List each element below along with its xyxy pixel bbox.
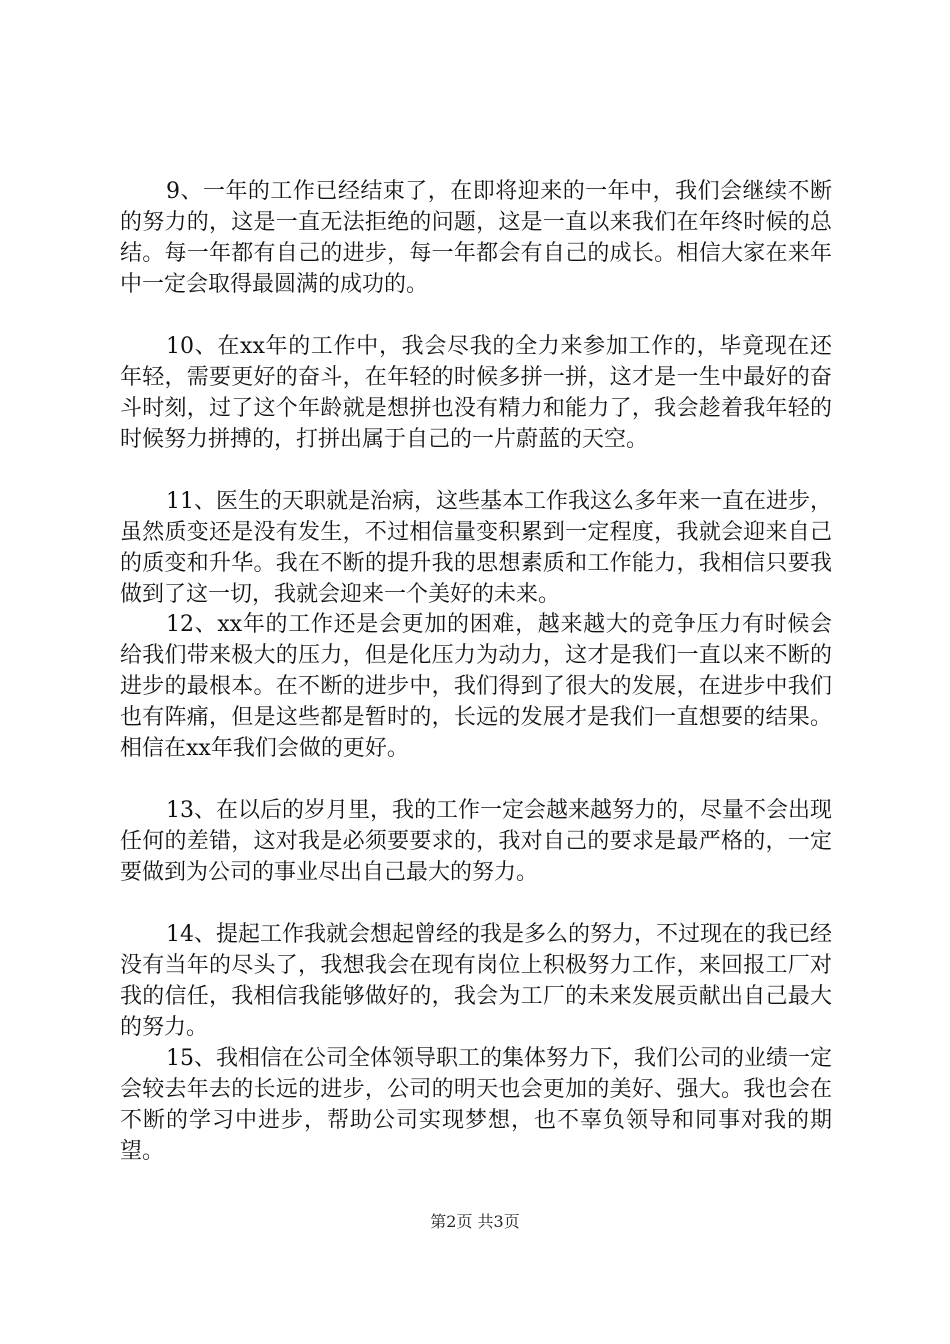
paragraph-9: 9、一年的工作已经结束了，在即将迎来的一年中，我们会继续不断的努力的，这是一直无法拒绝的问题，这是一直以来我们在年终时候的总结。每一年都有自己的进步，每一年都会有自己的成长。相信大家在来年中一定会取得最圆满的成功的。 [120, 179, 832, 297]
paragraph-11: 11、医生的天职就是治病，这些基本工作我这么多年来一直在进步，虽然质变还是没有发生，不过相信量变积累到一定程度，我就会迎来自己的质变和升华。我在不断的提升我的思想素质和工作能力，我相信只要我做到了这一切，我就会迎来一个美好的未来。 [120, 489, 832, 607]
paragraph-10: 10、在xx年的工作中，我会尽我的全力来参加工作的，毕竟现在还年轻，需要更好的奋斗，在年轻的时候多拼一拼，这才是一生中最好的奋斗时刻，过了这个年龄就是想拼也没有精力和能力了，我会趁着我年轻的时候努力拼搏的，打拼出属于自己的一片蔚蓝的天空。 [120, 334, 832, 452]
page-number-footer: 第2页 共3页 [430, 1212, 520, 1231]
paragraph-14: 14、提起工作我就会想起曾经的我是多么的努力，不过现在的我已经没有当年的尽头了，我想我会在现有岗位上积极努力工作，来回报工厂对我的信任，我相信我能够做好的，我会为工厂的未来发展贡献出自己最大的努力。 [120, 922, 832, 1040]
paragraph-12: 12、xx年的工作还是会更加的困难，越来越大的竞争压力有时候会给我们带来极大的压力，但是化压力为动力，这才是我们一直以来不断的进步的最根本。在不断的进步中，我们得到了很大的发展，在进步中我们也有阵痛，但是这些都是暂时的，长远的发展才是我们一直想要的结果。相信在xx年我们会做的更好。 [120, 612, 832, 761]
paragraph-15: 15、我相信在公司全体领导职工的集体努力下，我们公司的业绩一定会较去年去的长远的进步，公司的明天也会更加的美好、强大。我也会在不断的学习中进步，帮助公司实现梦想，也不辜负领导和同事对我的期望。 [120, 1046, 832, 1164]
paragraph-13: 13、在以后的岁月里，我的工作一定会越来越努力的，尽量不会出现任何的差错，这对我是必须要要求的，我对自己的要求是最严格的，一定要做到为公司的事业尽出自己最大的努力。 [120, 798, 832, 885]
